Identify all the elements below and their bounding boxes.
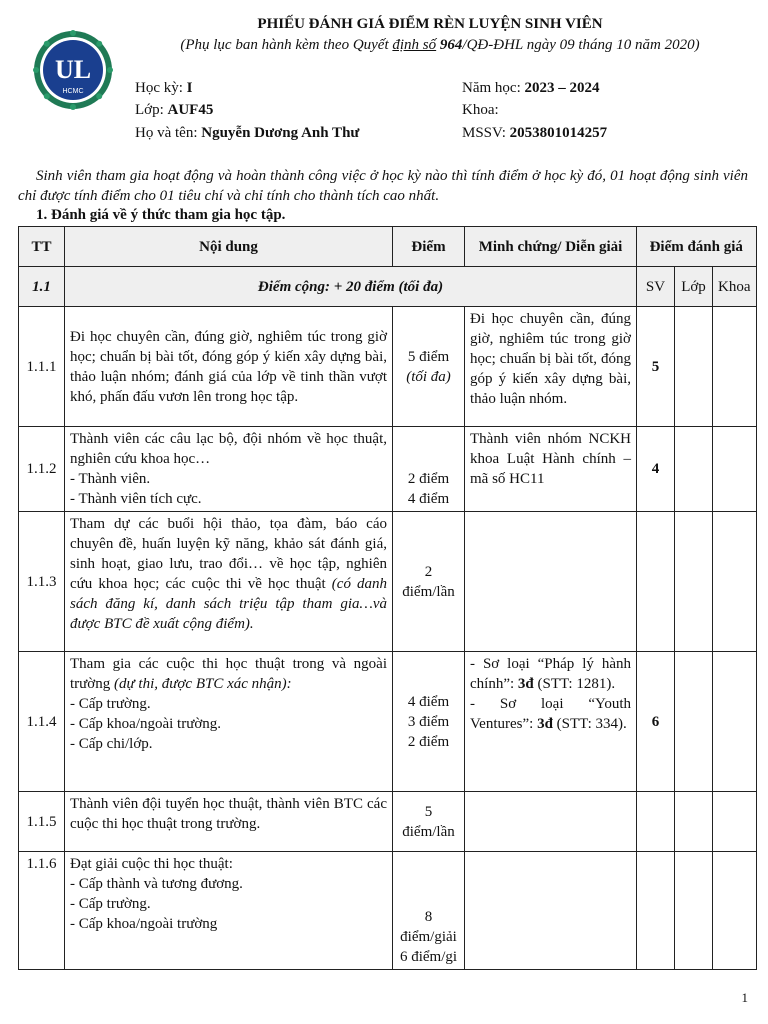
header-sv: SV [637, 267, 675, 307]
row-sv-score[interactable] [637, 792, 675, 852]
table-row [19, 652, 757, 792]
row-evidence: Đi học chuyên cần, đúng giờ, nghiêm túc trong giờ học; chuẩn bị bài tốt, đóng góp ý kiến xây dựng bài, thảo luận nhóm. [465, 307, 637, 427]
group-tt: 1.1 [19, 267, 65, 307]
row-class-score[interactable] [675, 792, 713, 852]
row-content: Thành viên các câu lạc bộ, đội nhóm về học thuật, nghiên cứu khoa học… - Thành viên. - Thành viên tích cực. [65, 427, 393, 512]
row-tt: 1.1.1 [19, 307, 65, 427]
student-name-field: Họ và tên: Nguyễn Dương Anh Thư [135, 125, 360, 141]
university-logo [33, 30, 113, 110]
row-class-score[interactable] [675, 427, 713, 512]
row-sv-score[interactable]: 6 [637, 652, 675, 792]
evaluation-table [18, 226, 757, 970]
row-tt: 1.1.2 [19, 427, 65, 512]
table-row [19, 512, 757, 652]
row-faculty-score[interactable] [713, 652, 757, 792]
class-field: Lớp: AUF45 [135, 102, 214, 118]
row-content: Tham dự các buổi hội thảo, tọa đàm, báo cáo chuyên đề, huấn luyện kỹ năng, khảo sát đánh giá, sinh hoạt, giao lưu, trao đổi… về học tập, nghiên cứu khoa học; các cuộc thi về học thuật (có danh sách đăng kí, danh sách triệu tập tham gia…và được BTC đề xuất cộng điểm). [65, 512, 393, 652]
row-content: Đạt giải cuộc thi học thuật: - Cấp thành và tương đương. - Cấp trường. - Cấp khoa/ngoài trường [65, 852, 393, 970]
header-evidence: Minh chứng/ Diễn giải [465, 227, 637, 267]
table-row [19, 792, 757, 852]
row-sv-score[interactable]: 5 [637, 307, 675, 427]
faculty-field: Khoa: [462, 102, 499, 118]
header-class: Lớp [675, 267, 713, 307]
section-title: 1. Đánh giá về ý thức tham gia học tập. [36, 207, 286, 223]
row-sv-score[interactable] [637, 512, 675, 652]
row-faculty-score[interactable] [713, 792, 757, 852]
row-class-score[interactable] [675, 512, 713, 652]
row-faculty-score[interactable] [713, 852, 757, 970]
row-score: 4 điểm 3 điểm 2 điểm [393, 652, 465, 792]
header-content: Nội dung [65, 227, 393, 267]
row-evidence: Thành viên nhóm NCKH khoa Luật Hành chính – mã số HC11 [465, 427, 637, 512]
document-subtitle: (Phụ lục ban hành kèm theo Quyết định số 964/QĐ-ĐHL ngày 09 tháng 10 năm 2020) [180, 37, 700, 53]
academic-year-field: Năm học: 2023 – 2024 [462, 80, 600, 96]
table-row [19, 307, 757, 427]
table-row [19, 427, 757, 512]
row-score: 2 điểm/lần [393, 512, 465, 652]
row-score: 2 điểm 4 điểm [393, 427, 465, 512]
row-score: 5 điểm (tối đa) [393, 307, 465, 427]
row-content: Thành viên đội tuyển học thuật, thành viên BTC các cuộc thi học thuật trong trường. [65, 792, 393, 852]
logo-subtext: HCMC [62, 88, 84, 95]
header-faculty: Khoa [713, 267, 757, 307]
row-faculty-score[interactable] [713, 307, 757, 427]
intro-paragraph: Sinh viên tham gia hoạt động và hoàn thành công việc ở học kỳ nào thì tính điểm ở học kỳ đó, 01 hoạt động sinh viên chỉ được tính điểm cho 01 tiêu chí và chỉ tính cho thành tích cao nhất. [18, 168, 748, 204]
row-evidence [465, 852, 637, 970]
header-evaluation: Điểm đánh giá [637, 227, 757, 267]
row-sv-score[interactable]: 4 [637, 427, 675, 512]
row-tt: 1.1.3 [19, 512, 65, 652]
row-evidence [465, 792, 637, 852]
page-number: 1 [741, 990, 748, 1005]
row-score: 8 điểm/giải 6 điểm/gi [393, 852, 465, 970]
logo-text: UL [54, 55, 92, 84]
row-content: Đi học chuyên cần, đúng giờ, nghiêm túc trong giờ học; chuẩn bị bài tốt, đóng góp ý kiến xây dựng bài, thảo luận nhóm; đánh giá của lớp về tinh thần vượt khó, phấn đấu vươn lên trong học tập. [65, 307, 393, 427]
row-faculty-score[interactable] [713, 427, 757, 512]
row-tt: 1.1.5 [19, 792, 65, 852]
row-tt: 1.1.6 [19, 852, 65, 970]
row-class-score[interactable] [675, 307, 713, 427]
row-sv-score[interactable] [637, 852, 675, 970]
semester-field: Học kỳ: I [135, 80, 193, 96]
row-evidence [465, 512, 637, 652]
row-content: Tham gia các cuộc thi học thuật trong và ngoài trường (dự thi, được BTC xác nhận): - Cấp trường. - Cấp khoa/ngoài trường. - Cấp chi/lớp. [65, 652, 393, 792]
header-tt: TT [19, 227, 65, 267]
row-evidence: - Sơ loại “Pháp lý hành chính”: 3đ (STT: 1281). - Sơ loại “Youth Ventures”: 3đ (STT: 334). [465, 652, 637, 792]
row-class-score[interactable] [675, 652, 713, 792]
table-row [19, 852, 757, 970]
row-faculty-score[interactable] [713, 512, 757, 652]
header-score: Điểm [393, 227, 465, 267]
document-title: PHIẾU ĐÁNH GIÁ ĐIỂM RÈN LUYỆN SINH VIÊN [257, 16, 603, 32]
group-label: Điểm cộng: + 20 điểm (tối đa) [65, 267, 637, 307]
student-id-field: MSSV: 2053801014257 [462, 125, 608, 141]
row-tt: 1.1.4 [19, 652, 65, 792]
row-score: 5 điểm/lần [393, 792, 465, 852]
row-class-score[interactable] [675, 852, 713, 970]
